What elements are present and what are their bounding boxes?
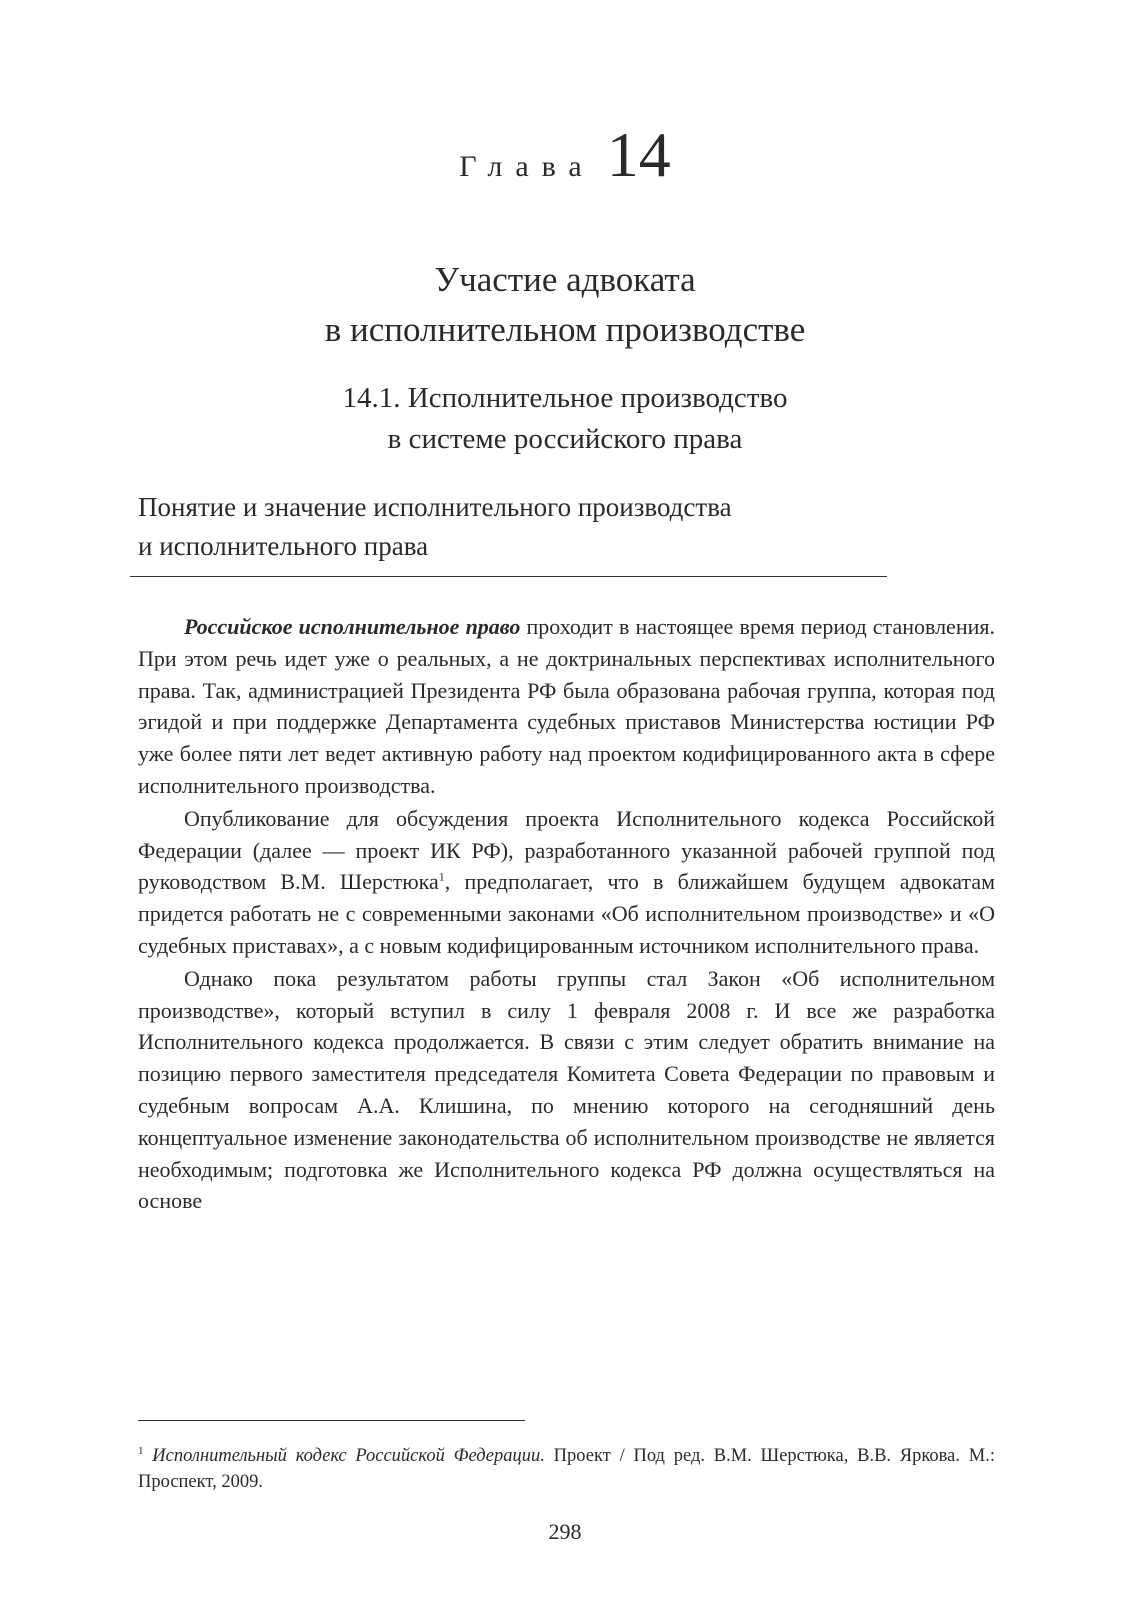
paragraph-1 [138,611,995,802]
footnote-divider [138,1420,525,1421]
chapter-number: 14 [606,119,671,190]
footnote-reference[interactable]: 1 [438,870,445,885]
subsection-title-line-2: и исполнительного права [138,531,429,561]
footnote [138,1443,995,1495]
paragraph-1-text: проходит в настоящее время период становления. При этом речь идет уже о реальных, а не доктринальных перспективах исполнительного права. Так, администрацией Президента РФ была образована рабочая группа, которая под эгидой и при поддержке Департамента судебных приставов Министерства юстиции РФ уже более пяти лет ведет активную работу над проектом кодифицированного акта в сфере исполнительного производства. [138,614,995,798]
chapter-heading [0,118,1130,192]
section-title-line-2: в системе российского права [387,423,743,455]
paragraph-2-text-start: Опубликование для обсуждения проекта Исполнительного кодекса Российской Федерации (далее — проект ИК РФ), разработанного указанной рабочей группой под руководством В.М. Шерстюка [138,805,995,895]
subsection-title [138,488,888,566]
paragraph-1-lead-term: Российское исполнительное право [184,614,521,639]
chapter-title-line-1: Участие адвоката [434,260,696,299]
chapter-title-line-2: в исполнительном производстве [324,310,806,349]
chapter-word: Глава [459,150,595,183]
body-text [138,611,995,1218]
chapter-title [0,255,1130,355]
section-title-line-1: 14.1. Исполнительное производство [342,382,788,414]
paragraph-2 [138,803,995,962]
section-title [0,378,1130,460]
page-number: 298 [548,1519,582,1544]
paragraph-3 [138,963,995,1217]
subsection-title-line-1: Понятие и значение исполнительного производства [138,492,732,522]
footnote-text: Проект / Под ред. В.М. Шерстюка, В.В. Яркова. М.: Проспект, 2009. [138,1446,995,1492]
paragraph-3-text: Однако пока результатом работы группы стал Закон «Об исполнительном производстве», который вступил в силу 1 февраля 2008 г. И все же разработка Исполнительного кодекса продолжается. В связи с этим следует обратить внимание на позицию первого заместителя председателя Комитета Совета Федерации по правовым и судебным вопросам А.А. Клишина, по мнению которого на сегодняшний день концептуальное изменение законодательства об исполнительном производстве не является необходимым; подготовка же Исполнительного кодекса РФ должна осуществляться на основе [138,965,995,1214]
footnote-italic-title: Исполнительный кодекс Российской Федерации. [152,1446,545,1466]
footnote-mark: 1 [138,1444,144,1457]
paragraph-2-text-end: , предполагает, что в ближайшем будущем адвокатам придется работать не с современными законами «Об исполнительном производстве» и «О судебных приставах», а с новым кодифицированным источником исполнительного права. [138,869,996,958]
subsection-divider [130,576,887,577]
